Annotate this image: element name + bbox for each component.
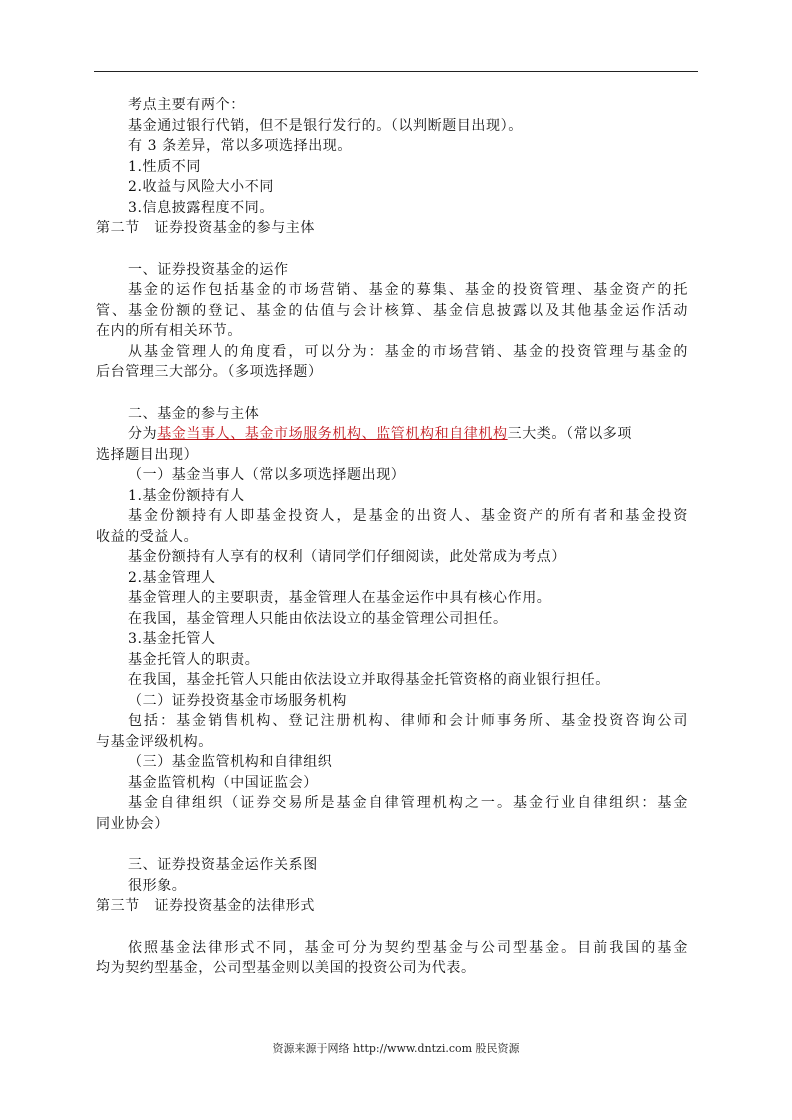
list-item: 1.基金份额持有人 [128,487,245,504]
header-rule [94,71,698,72]
paragraph-line: 包括：基金销售机构、登记注册机构、律师和会计师事务所、基金投资咨询公司 [128,713,688,729]
section-heading: 第二节 证券投资基金的参与主体 [96,220,315,236]
paragraph-line: 基金监管机构（中国证监会） [128,774,318,791]
paragraph-line: 基金托管人的职责。 [128,651,260,668]
paragraph-line: 管、基金份额的登记、基金的估值与会计核算、基金信息披露以及其他基金运作活动 [96,302,688,319]
section-heading: 第三节 证券投资基金的法律形式 [96,898,315,914]
text-span: 三大类。（常以多项 [507,426,633,442]
paragraph-line: 收益的受益人。 [96,528,199,545]
paragraph-line: 与基金评级机构。 [96,733,213,750]
paragraph-line: 在我国，基金托管人只能由依法设立并取得基金托管资格的商业银行担任。 [128,672,610,688]
page-footer: 资源来源于网络 http://www.dntzi.com 股民资源 [272,1042,520,1055]
paragraph-line: 从基金管理人的角度看，可以分为：基金的市场营销、基金的投资管理与基金的 [128,343,688,360]
list-item: 1.性质不同 [128,158,201,175]
paragraph-line [96,424,688,445]
paragraph-line: 选择题目出现） [96,446,199,463]
text-line: 基金通过银行代销，但不是银行发行的。（以判断题目出现）。 [128,117,523,134]
paragraph-line: 很形象。 [128,877,187,894]
list-item: 3.信息披露程度不同。 [128,199,274,216]
subsection-heading: 二、基金的参与主体 [128,405,260,422]
text-line: 考点主要有两个： [128,97,245,113]
text-line: 有 3 条差异，常以多项选择出现。 [128,138,353,154]
list-item: 2.收益与风险大小不同 [128,179,274,195]
paragraph-line: 基金的运作包括基金的市场营销、基金的募集、基金的投资管理、基金资产的托 [128,282,688,298]
paragraph-line: 在内的所有相关环节。 [96,323,242,339]
paragraph-line: 均为契约型基金，公司型基金则以美国的投资公司为代表。 [96,960,476,976]
text-span: 分为 [128,426,158,442]
subsection-heading: （一）基金当事人（常以多项选择题出现） [128,467,406,483]
paragraph-line: 基金自律组织（证券交易所是基金自律管理机构之一。基金行业自律组织：基金 [128,795,688,811]
paragraph-line: 在我国，基金管理人只能由依法设立的基金管理公司担任。 [128,610,508,627]
paragraph-line: 基金份额持有人即基金投资人，是基金的出资人、基金资产的所有者和基金投资 [128,508,688,524]
paragraph-line: 同业协会） [96,815,169,832]
paragraph-line: 基金管理人的主要职责，基金管理人在基金运作中具有核心作用。 [128,590,552,606]
document-body [96,95,688,979]
subsection-heading: 三、证券投资基金运作关系图 [128,857,318,873]
paragraph-line: 基金份额持有人享有的权利（请同学们仔细阅读，此处常成为考点） [128,549,566,565]
paragraph-line: 后台管理三大部分。（多项选择题） [96,364,323,380]
list-item: 3.基金托管人 [128,631,216,647]
highlighted-text: 基金当事人、基金市场服务机构、监管机构和自律机构 [157,426,508,442]
subsection-heading: （三）基金监管机构和自律组织 [128,754,333,770]
list-item: 2.基金管理人 [128,569,216,586]
subsection-heading: （二）证券投资基金市场服务机构 [128,692,347,709]
paragraph-line: 依照基金法律形式不同，基金可分为契约型基金与公司型基金。目前我国的基金 [128,939,688,956]
subsection-heading: 一、证券投资基金的运作 [128,261,289,278]
